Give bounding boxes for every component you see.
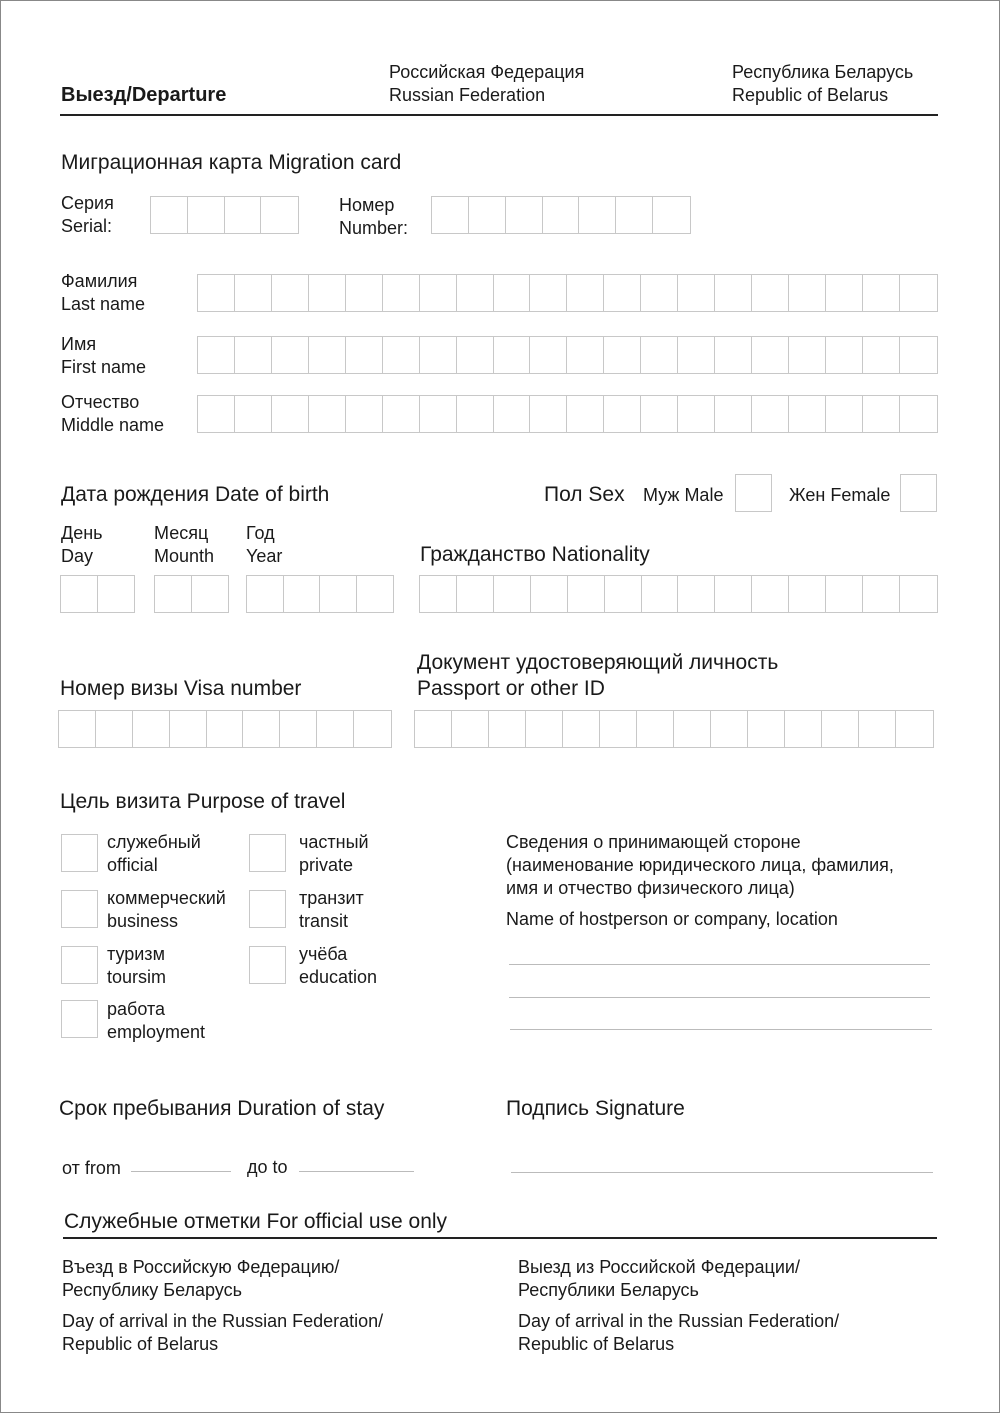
birth-day-input[interactable] — [60, 575, 135, 613]
char-box[interactable] — [859, 711, 896, 747]
char-box[interactable] — [752, 275, 789, 311]
host-input-line-2[interactable] — [509, 997, 930, 998]
char-box[interactable] — [420, 576, 457, 612]
middle-name-label-en: Middle name — [61, 415, 165, 435]
char-box[interactable] — [863, 396, 900, 432]
last-name-label — [61, 270, 145, 316]
char-box[interactable] — [863, 337, 900, 373]
char-box[interactable] — [604, 275, 641, 311]
purpose-business-en: business — [107, 911, 179, 931]
male-checkbox[interactable] — [735, 474, 772, 512]
purpose-business-ru: коммерческий — [107, 888, 226, 908]
last-name-input[interactable] — [197, 274, 938, 312]
char-box[interactable] — [826, 337, 863, 373]
char-box[interactable] — [530, 275, 567, 311]
char-box[interactable] — [494, 576, 531, 612]
char-box[interactable] — [61, 576, 98, 612]
char-box[interactable] — [225, 197, 262, 233]
purpose-tourism-ru: туризм — [107, 944, 165, 964]
char-box[interactable] — [235, 275, 272, 311]
char-box[interactable] — [457, 275, 494, 311]
char-box[interactable] — [900, 337, 937, 373]
char-box[interactable] — [198, 337, 235, 373]
official-arrival-en-line2: Republic of Belarus — [62, 1334, 219, 1354]
char-box[interactable] — [900, 576, 937, 612]
char-box[interactable] — [309, 337, 346, 373]
char-box[interactable] — [641, 396, 678, 432]
purpose-title: Цель визита Purpose of travel — [60, 790, 346, 813]
char-box[interactable] — [543, 197, 580, 233]
char-box[interactable] — [637, 711, 674, 747]
char-box[interactable] — [235, 396, 272, 432]
migration-card-title: Миграционная карта Migration card — [61, 151, 402, 174]
char-box[interactable] — [826, 576, 863, 612]
year-label-ru: Год — [246, 523, 275, 543]
purpose-business-checkbox[interactable] — [61, 890, 98, 928]
char-box[interactable] — [170, 711, 207, 747]
char-box[interactable] — [346, 337, 383, 373]
char-box[interactable] — [494, 396, 531, 432]
char-box[interactable] — [457, 337, 494, 373]
char-box[interactable] — [863, 275, 900, 311]
char-box[interactable] — [526, 711, 563, 747]
char-box[interactable] — [653, 197, 690, 233]
char-box[interactable] — [789, 396, 826, 432]
char-box[interactable] — [198, 396, 235, 432]
purpose-employment-checkbox[interactable] — [61, 1000, 98, 1038]
official-departure-en-line1: Day of arrival in the Russian Federation/ — [518, 1311, 840, 1331]
month-label-ru: Месяц — [154, 523, 209, 543]
char-box[interactable] — [383, 275, 420, 311]
char-box[interactable] — [494, 275, 531, 311]
char-box[interactable] — [261, 197, 298, 233]
char-box[interactable] — [489, 711, 526, 747]
char-box[interactable] — [346, 275, 383, 311]
char-box[interactable] — [600, 711, 637, 747]
first-name-label-en: First name — [61, 357, 147, 377]
official-use-title: Служебные отметки For official use only — [64, 1210, 448, 1233]
purpose-education-ru: учёба — [299, 944, 348, 964]
char-box[interactable] — [822, 711, 859, 747]
visa-title: Номер визы Visa number — [60, 677, 302, 700]
number-label — [339, 194, 408, 240]
official-departure-ru-line1: Выезд из Российской Федерации/ — [518, 1257, 800, 1277]
host-desc-line3: имя и отчество физического лица) — [506, 878, 795, 898]
char-box[interactable] — [272, 337, 309, 373]
official-arrival-ru — [62, 1256, 339, 1302]
char-box[interactable] — [494, 337, 531, 373]
char-box[interactable] — [207, 711, 244, 747]
first-name-label — [61, 333, 146, 379]
char-box[interactable] — [678, 576, 715, 612]
char-box[interactable] — [715, 275, 752, 311]
purpose-private-en: private — [299, 855, 354, 875]
char-box[interactable] — [354, 711, 391, 747]
host-description-en: Name of hostperson or company, location — [506, 909, 838, 929]
char-box[interactable] — [284, 576, 321, 612]
purpose-tourism-label — [107, 943, 166, 989]
day-label-ru: День — [61, 523, 103, 543]
char-box[interactable] — [192, 576, 229, 612]
char-box[interactable] — [711, 711, 748, 747]
official-arrival-ru-line1: Въезд в Российскую Федерацию/ — [62, 1257, 340, 1277]
passport-title-ru: Документ удостоверяющий личность — [417, 651, 779, 674]
birth-month-input[interactable] — [154, 575, 229, 613]
purpose-education-en: education — [299, 967, 378, 987]
char-box[interactable] — [568, 576, 605, 612]
char-box[interactable] — [357, 576, 394, 612]
char-box[interactable] — [789, 275, 826, 311]
official-departure-ru-line2: Республики Беларусь — [518, 1280, 699, 1300]
char-box[interactable] — [235, 337, 272, 373]
first-name-input[interactable] — [197, 336, 938, 374]
char-box[interactable] — [604, 337, 641, 373]
char-box[interactable] — [567, 275, 604, 311]
char-box[interactable] — [243, 711, 280, 747]
char-box[interactable] — [752, 337, 789, 373]
day-label — [61, 522, 103, 568]
char-box[interactable] — [133, 711, 170, 747]
char-box[interactable] — [789, 337, 826, 373]
purpose-education-label — [299, 943, 377, 989]
char-box[interactable] — [641, 275, 678, 311]
official-use-divider — [63, 1237, 937, 1239]
char-box[interactable] — [198, 275, 235, 311]
from-input-line[interactable] — [131, 1171, 231, 1172]
middle-name-label-ru: Отчество — [61, 392, 140, 412]
year-label-en: Year — [246, 546, 283, 566]
official-arrival-en-line1: Day of arrival in the Russian Federation/ — [62, 1311, 384, 1331]
purpose-employment-ru: работа — [107, 999, 165, 1019]
char-box[interactable] — [531, 576, 568, 612]
purpose-private-checkbox[interactable] — [249, 834, 286, 872]
char-box[interactable] — [530, 337, 567, 373]
char-box[interactable] — [752, 396, 789, 432]
char-box[interactable] — [317, 711, 354, 747]
char-box[interactable] — [789, 576, 826, 612]
char-box[interactable] — [155, 576, 192, 612]
header-divider — [60, 114, 938, 116]
country-belarus — [732, 61, 913, 107]
last-name-label-ru: Фамилия — [61, 271, 138, 291]
official-departure-en-line2: Republic of Belarus — [518, 1334, 675, 1354]
char-box[interactable] — [420, 396, 457, 432]
char-box[interactable] — [452, 711, 489, 747]
char-box[interactable] — [785, 711, 822, 747]
char-box[interactable] — [752, 576, 789, 612]
char-box[interactable] — [457, 396, 494, 432]
visa-number-input[interactable] — [58, 710, 392, 748]
char-box[interactable] — [346, 396, 383, 432]
purpose-employment-en: employment — [107, 1022, 206, 1042]
char-box[interactable] — [678, 337, 715, 373]
signature-input-line[interactable] — [511, 1172, 933, 1173]
date-of-birth-title: Дата рождения Date of birth — [61, 483, 330, 506]
char-box[interactable] — [96, 711, 133, 747]
purpose-official-checkbox[interactable] — [61, 834, 98, 872]
duration-title: Срок пребывания Duration of stay — [59, 1097, 385, 1120]
purpose-private-ru: частный — [299, 832, 369, 852]
char-box[interactable] — [604, 396, 641, 432]
purpose-tourism-checkbox[interactable] — [61, 946, 98, 984]
country-russia-ru: Российская Федерация — [389, 62, 585, 82]
official-arrival-en — [62, 1310, 383, 1356]
char-box[interactable] — [272, 396, 309, 432]
char-box[interactable] — [642, 576, 679, 612]
char-box[interactable] — [309, 275, 346, 311]
char-box[interactable] — [432, 197, 469, 233]
char-box[interactable] — [674, 711, 711, 747]
female-label: Жен Female — [789, 485, 891, 505]
char-box[interactable] — [715, 337, 752, 373]
char-box[interactable] — [715, 396, 752, 432]
char-box[interactable] — [678, 396, 715, 432]
char-box[interactable] — [605, 576, 642, 612]
host-input-line-3[interactable] — [510, 1029, 932, 1030]
official-departure-en — [518, 1310, 839, 1356]
signature-title: Подпись Signature — [506, 1097, 685, 1120]
nationality-input[interactable] — [419, 575, 938, 613]
middle-name-input[interactable] — [197, 395, 938, 433]
first-name-label-ru: Имя — [61, 334, 97, 354]
purpose-official-en: official — [107, 855, 158, 875]
male-label: Муж Male — [643, 485, 724, 505]
char-box[interactable] — [415, 711, 452, 747]
host-input-line-1[interactable] — [509, 964, 930, 965]
country-russia — [389, 61, 584, 107]
char-box[interactable] — [506, 197, 543, 233]
serial-label — [61, 192, 114, 238]
char-box[interactable] — [383, 396, 420, 432]
to-input-line[interactable] — [299, 1171, 414, 1172]
char-box[interactable] — [563, 711, 600, 747]
char-box[interactable] — [678, 275, 715, 311]
purpose-private-label — [299, 831, 369, 877]
char-box[interactable] — [151, 197, 188, 233]
nationality-title: Гражданство Nationality — [420, 543, 650, 566]
month-label-en: Mounth — [154, 546, 215, 566]
passport-title-en: Passport or other ID — [417, 677, 605, 700]
host-desc-line2: (наименование юридического лица, фамилия, — [506, 855, 894, 875]
char-box[interactable] — [247, 576, 284, 612]
country-belarus-en: Republic of Belarus — [732, 85, 889, 105]
country-russia-en: Russian Federation — [389, 85, 546, 105]
char-box[interactable] — [567, 337, 604, 373]
middle-name-label — [61, 391, 164, 437]
char-box[interactable] — [309, 396, 346, 432]
host-desc-line1: Сведения о принимающей стороне — [506, 832, 801, 852]
official-arrival-ru-line2: Республику Беларусь — [62, 1280, 243, 1300]
purpose-official-ru: служебный — [107, 832, 201, 852]
char-box[interactable] — [579, 197, 616, 233]
char-box[interactable] — [383, 337, 420, 373]
char-box[interactable] — [457, 576, 494, 612]
serial-label-en: Serial: — [61, 216, 113, 236]
sex-title: Пол Sex — [544, 483, 625, 506]
char-box[interactable] — [863, 576, 900, 612]
purpose-tourism-en: toursim — [107, 967, 167, 987]
passport-input[interactable] — [414, 710, 934, 748]
last-name-label-en: Last name — [61, 294, 146, 314]
char-box[interactable] — [900, 275, 937, 311]
purpose-transit-en: transit — [299, 911, 349, 931]
char-box[interactable] — [420, 337, 457, 373]
purpose-official-label — [107, 831, 201, 877]
number-input[interactable] — [431, 196, 691, 234]
day-label-en: Day — [61, 546, 94, 566]
char-box[interactable] — [420, 275, 457, 311]
female-checkbox[interactable] — [900, 474, 937, 512]
char-box[interactable] — [530, 396, 567, 432]
char-box[interactable] — [826, 396, 863, 432]
purpose-education-checkbox[interactable] — [249, 946, 286, 984]
year-label — [246, 522, 282, 568]
char-box[interactable] — [826, 275, 863, 311]
purpose-business-label — [107, 887, 226, 933]
month-label — [154, 522, 214, 568]
passport-title — [417, 650, 778, 702]
purpose-employment-label — [107, 998, 205, 1044]
char-box[interactable] — [748, 711, 785, 747]
serial-label-ru: Серия — [61, 193, 114, 213]
char-box[interactable] — [641, 337, 678, 373]
to-label: до to — [247, 1157, 288, 1177]
from-label: от from — [62, 1158, 121, 1178]
char-box[interactable] — [59, 711, 96, 747]
number-label-ru: Номер — [339, 195, 395, 215]
number-label-en: Number: — [339, 218, 409, 238]
char-box[interactable] — [900, 396, 937, 432]
char-box[interactable] — [188, 197, 225, 233]
purpose-transit-ru: транзит — [299, 888, 364, 908]
purpose-transit-label — [299, 887, 364, 933]
char-box[interactable] — [272, 275, 309, 311]
char-box[interactable] — [469, 197, 506, 233]
char-box[interactable] — [715, 576, 752, 612]
serial-input[interactable] — [150, 196, 299, 234]
char-box[interactable] — [896, 711, 933, 747]
country-belarus-ru: Республика Беларусь — [732, 62, 914, 82]
departure-title: Выезд/Departure — [61, 84, 227, 106]
official-departure-ru — [518, 1256, 800, 1302]
host-description — [506, 831, 894, 900]
char-box[interactable] — [567, 396, 604, 432]
char-box[interactable] — [320, 576, 357, 612]
purpose-transit-checkbox[interactable] — [249, 890, 286, 928]
char-box[interactable] — [98, 576, 135, 612]
char-box[interactable] — [280, 711, 317, 747]
char-box[interactable] — [616, 197, 653, 233]
birth-year-input[interactable] — [246, 575, 394, 613]
